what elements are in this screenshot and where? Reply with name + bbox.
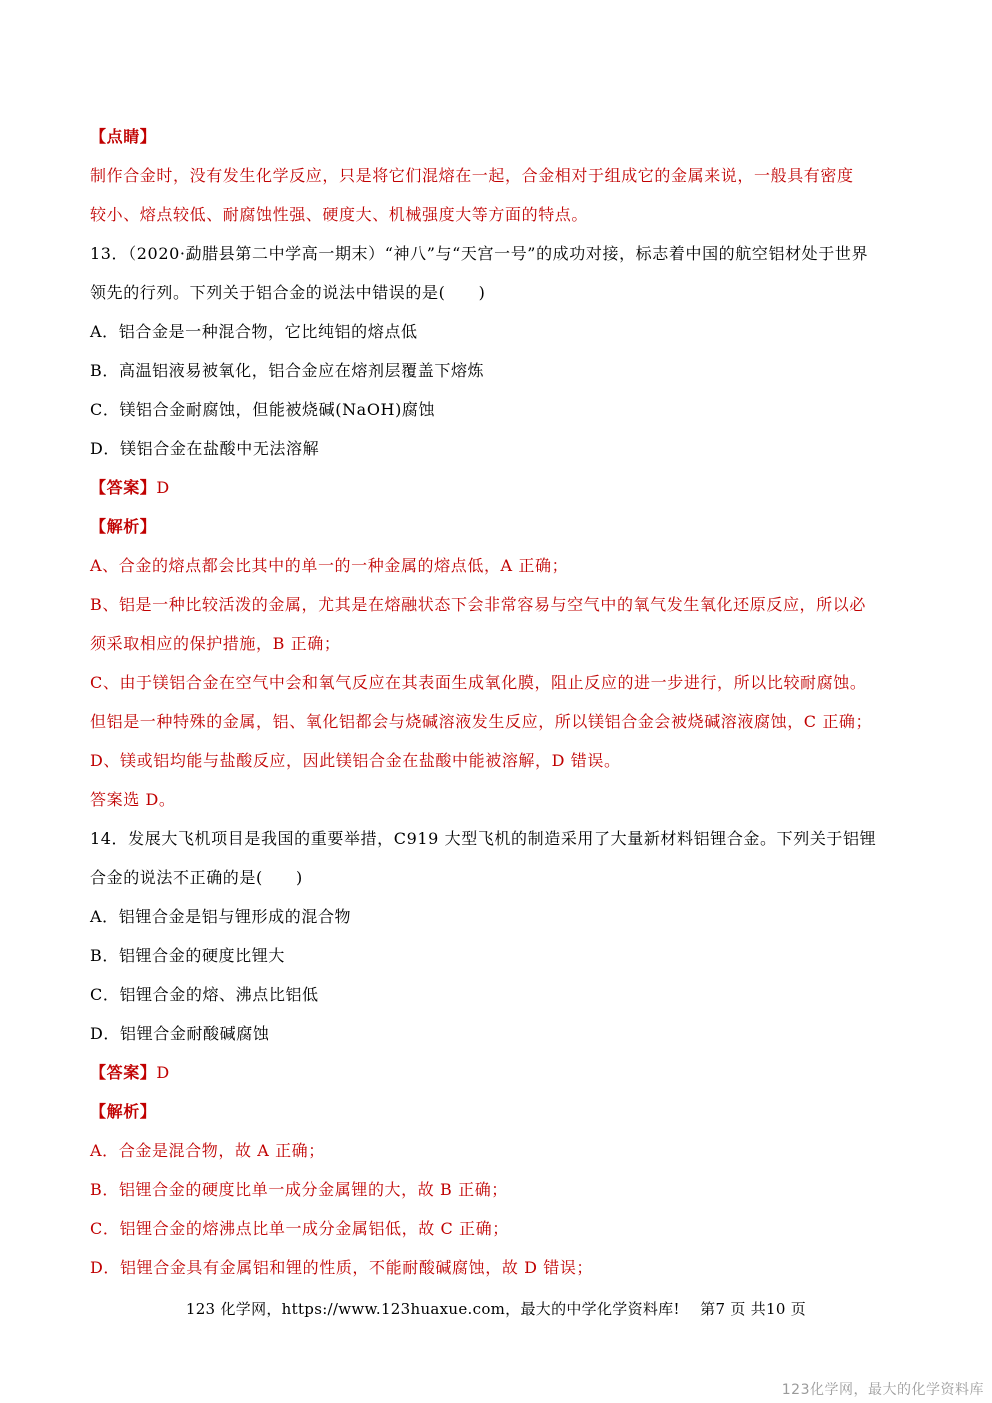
- answer-label: 【答案】: [90, 1063, 157, 1082]
- question-13-answer: [90, 478, 170, 498]
- question-13-option-d: D．镁铝合金在盐酸中无法溶解: [90, 439, 320, 458]
- question-13-conclusion: 答案选 D。: [90, 790, 176, 809]
- answer-value: D: [156, 478, 170, 497]
- question-14-analysis-d: D．铝锂合金具有金属铝和锂的性质，不能耐酸碱腐蚀，故 D 错误；: [90, 1258, 594, 1277]
- question-14-stem-2: 合金的说法不正确的是( ): [90, 868, 303, 887]
- question-13-option-c: C．镁铝合金耐腐蚀，但能被烧碱(NaOH)腐蚀: [90, 400, 436, 419]
- question-13-analysis-b-1: B、铝是一种比较活泼的金属，尤其是在熔融状态下会非常容易与空气中的氧气发生氧化还原反应，所以必: [90, 595, 866, 614]
- question-14-option-d: D．铝锂合金耐酸碱腐蚀: [90, 1024, 270, 1043]
- dianjing-text-1: 制作合金时，没有发生化学反应，只是将它们混熔在一起，合金相对于组成它的金属来说，一般具有密度: [90, 166, 854, 185]
- question-13-stem-1: 13．（2020·勐腊县第二中学高一期末）“神八”与“天宫一号”的成功对接，标志着中国的航空铝材处于世界: [90, 244, 869, 263]
- question-14-analysis-c: C．铝锂合金的熔沸点比单一成分金属铝低，故 C 正确；: [90, 1219, 509, 1238]
- answer-label: 【答案】: [90, 478, 157, 497]
- question-13-analysis-b-2: 须采取相应的保护措施，B 正确；: [90, 634, 341, 653]
- question-13-option-a: A．铝合金是一种混合物，它比纯铝的熔点低: [90, 322, 418, 341]
- question-14-option-a: A．铝锂合金是铝与锂形成的混合物: [90, 907, 352, 926]
- question-14-stem-1: 14．发展大飞机项目是我国的重要举措，C919 大型飞机的制造采用了大量新材料铝锂合金。下列关于铝锂: [90, 829, 877, 848]
- question-13-analysis-c-2: 但铝是一种特殊的金属，铝、氧化铝都会与烧碱溶液发生反应，所以镁铝合金会被烧碱溶液腐蚀，C 正确；: [90, 712, 873, 731]
- question-14-analysis-a: A．合金是混合物，故 A 正确；: [90, 1141, 325, 1160]
- question-14-option-c: C．铝锂合金的熔、沸点比铝低: [90, 985, 319, 1004]
- question-13-analysis-heading: 【解析】: [90, 517, 157, 536]
- question-13-analysis-c-1: C、由于镁铝合金在空气中会和氧气反应在其表面生成氧化膜，阻止反应的进一步进行，所以比较耐腐蚀。: [90, 673, 867, 692]
- question-13-analysis-a: A、合金的熔点都会比其中的单一的一种金属的熔点低，A 正确；: [90, 556, 569, 575]
- question-14-analysis-b: B．铝锂合金的硬度比单一成分金属锂的大，故 B 正确；: [90, 1180, 508, 1199]
- page-footer: 123 化学网，https://www.123huaxue.com，最大的中学化学资料库! 第7 页 共10 页: [185, 1300, 807, 1318]
- question-13-analysis-d: D、镁或铝均能与盐酸反应，因此镁铝合金在盐酸中能被溶解，D 错误。: [90, 751, 621, 770]
- question-14-option-b: B．铝锂合金的硬度比锂大: [90, 946, 285, 965]
- site-watermark: 123化学网，最大的化学资料库: [781, 1382, 984, 1398]
- question-13-stem-2: 领先的行列。下列关于铝合金的说法中错误的是( ): [90, 283, 486, 302]
- dianjing-text-2: 较小、熔点较低、耐腐蚀性强、硬度大、机械强度大等方面的特点。: [90, 205, 589, 224]
- answer-value: D: [156, 1063, 170, 1082]
- dianjing-heading: 【点睛】: [90, 127, 157, 146]
- question-14-answer: [90, 1063, 170, 1083]
- question-14-analysis-heading: 【解析】: [90, 1102, 157, 1121]
- question-13-option-b: B．高温铝液易被氧化，铝合金应在熔剂层覆盖下熔炼: [90, 361, 485, 380]
